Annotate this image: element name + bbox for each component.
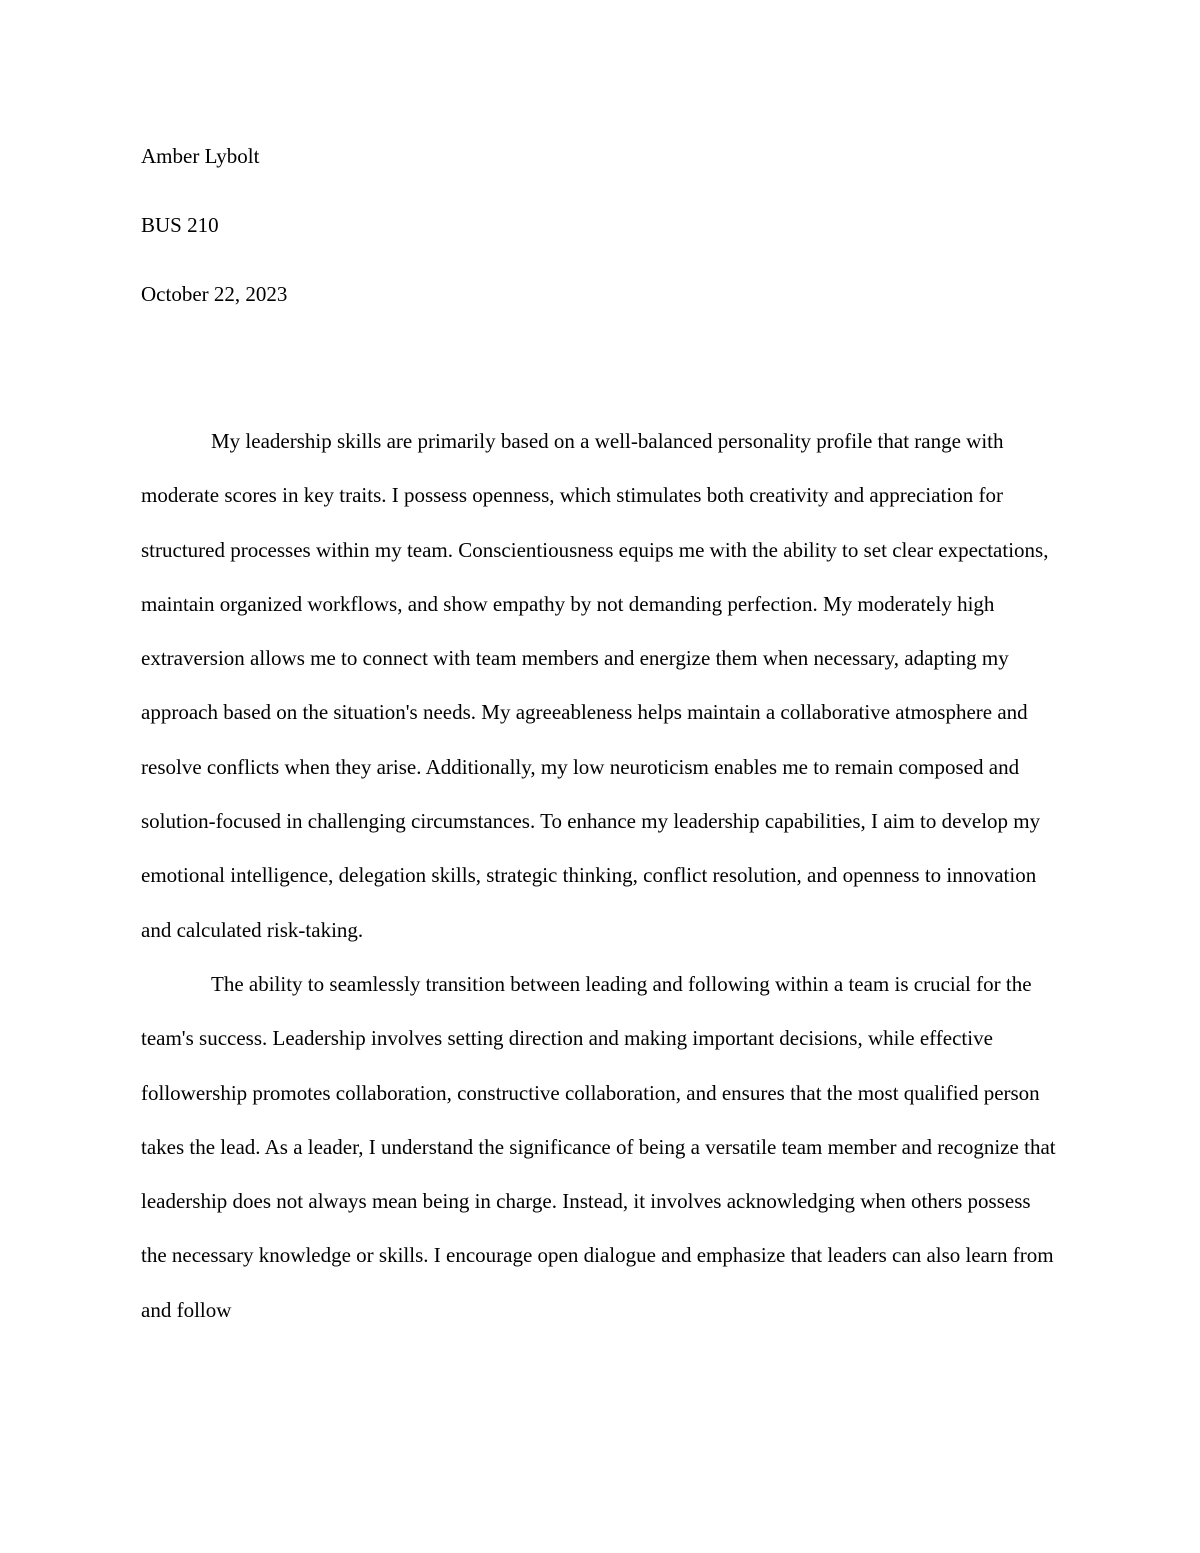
paragraph-leadership-skills: My leadership skills are primarily based on a well-balanced personality profile that range with moderate scores in key traits. I possess openness, which stimulates both creativity and appreciation for structured processes within my team. Conscientiousness equips me with the ability to set clear expectations, maintain organized workflows, and show empathy by not demanding perfection. My moderately high extraversion allows me to connect with team members and energize them when necessary, adapting my approach based on the situation's needs. My agreeableness helps maintain a collaborative atmosphere and resolve conflicts when they arise. Additionally, my low neuroticism enables me to remain composed and solution-focused in challenging circumstances. To enhance my leadership capabilities, I aim to develop my emotional intelligence, delegation skills, strategic thinking, conflict resolution, and openness to innovation and calculated risk-taking. — [141, 429, 1049, 942]
course-code: BUS 210 — [141, 213, 219, 237]
header-spacer — [141, 345, 1059, 414]
document-date: October 22, 2023 — [141, 282, 288, 306]
document-body — [141, 138, 1059, 1337]
author-name: Amber Lybolt — [141, 144, 260, 168]
paragraph-leading-following: The ability to seamlessly transition between leading and following within a team is crucial for the team's success. Leadership involves setting direction and making important decisions, while effective followership promotes collaboration, constructive collaboration, and ensures that the most qualified person takes the lead. As a leader, I understand the significance of being a versatile team member and recognize that leadership does not always mean being in charge. Instead, it involves acknowledging when others possess the necessary knowledge or skills. I encourage open dialogue and emphasize that leaders can also learn from and follow — [141, 971, 1056, 1322]
